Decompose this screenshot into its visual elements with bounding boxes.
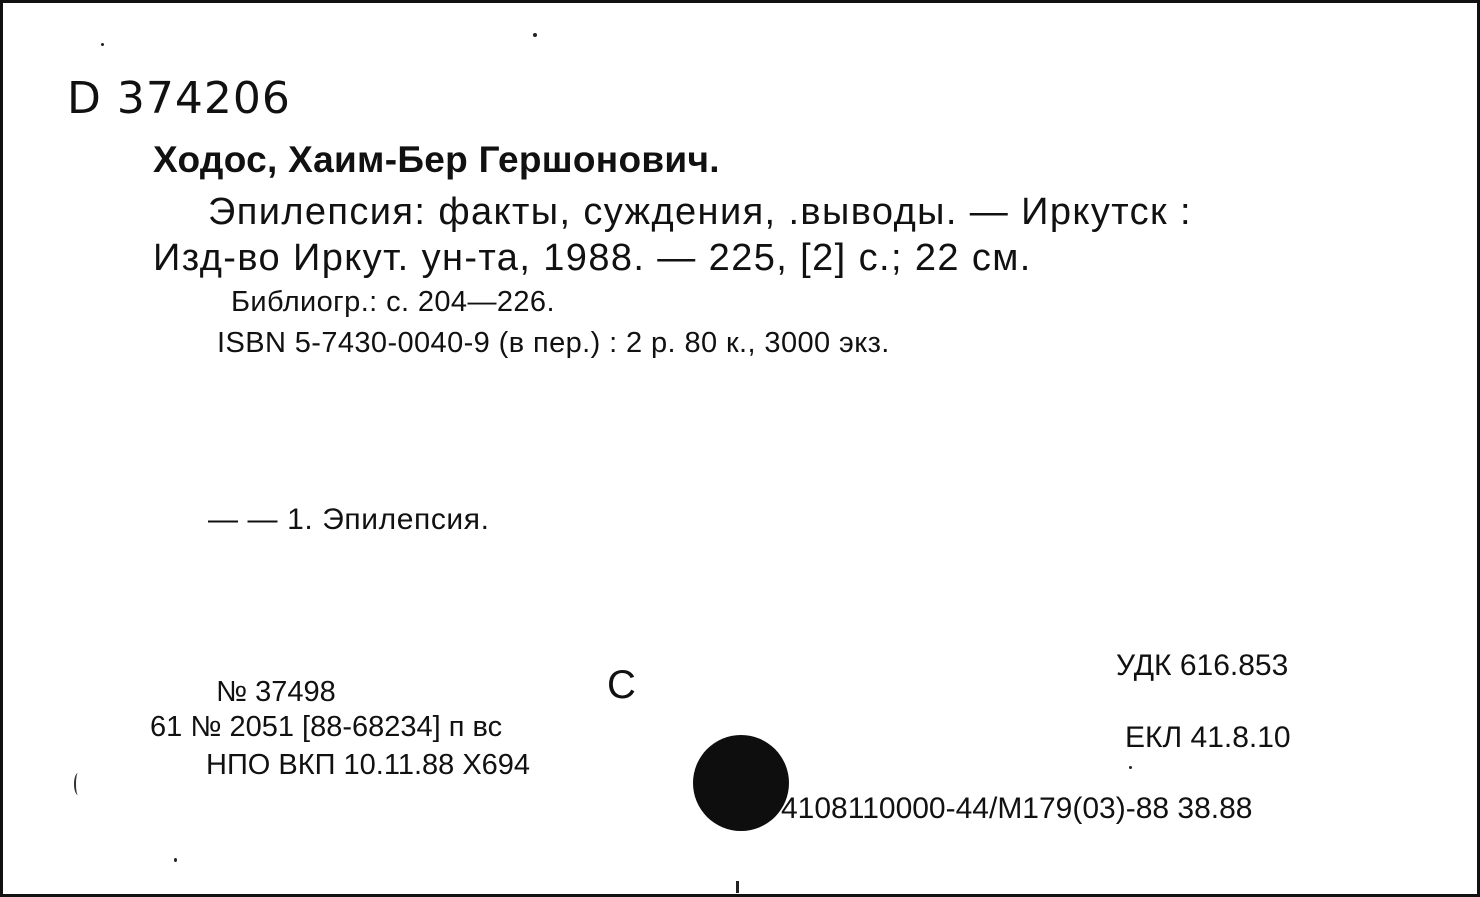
- title-line-2: Изд-во Иркут. ун-та, 1988. — 225, [2] с.; 22 см.: [153, 237, 1032, 279]
- dust-speck: [174, 858, 177, 862]
- dust-speck: [736, 881, 739, 893]
- title-line-1: Эпилепсия: факты, суждения, .выводы. — Иркутск :: [208, 191, 1192, 233]
- c-mark: С: [607, 663, 636, 707]
- bibliography-note: Библиогр.: с. 204—226.: [231, 286, 555, 318]
- pen-mark: [74, 773, 82, 795]
- author-heading: Ходос, Хаим-Бер Гершонович.: [153, 139, 720, 180]
- handwritten-shelf-number: D 374206: [67, 73, 291, 124]
- classification-code: 4108110000-44/М179(03)-88 38.88: [781, 792, 1253, 825]
- dust-speck: [533, 33, 537, 37]
- isbn-line: ISBN 5-7430-0040-9 (в пер.) : 2 р. 80 к., 3000 экз.: [217, 327, 890, 359]
- print-info-line-1: 61 № 2051 [88-68234] п вс: [150, 711, 503, 743]
- punch-hole: [693, 735, 789, 831]
- print-info-line-2: НПО ВКП 10.11.88 Х694: [206, 749, 531, 781]
- udk-code: УДК 616.853: [1116, 649, 1289, 682]
- subject-heading: — — 1. Эпилепсия.: [208, 503, 490, 536]
- dust-speck: [101, 43, 104, 46]
- card-number: № 37498: [216, 676, 336, 708]
- ekl-code: ЕКЛ 41.8.10: [1125, 721, 1291, 754]
- dust-speck: [1129, 766, 1132, 769]
